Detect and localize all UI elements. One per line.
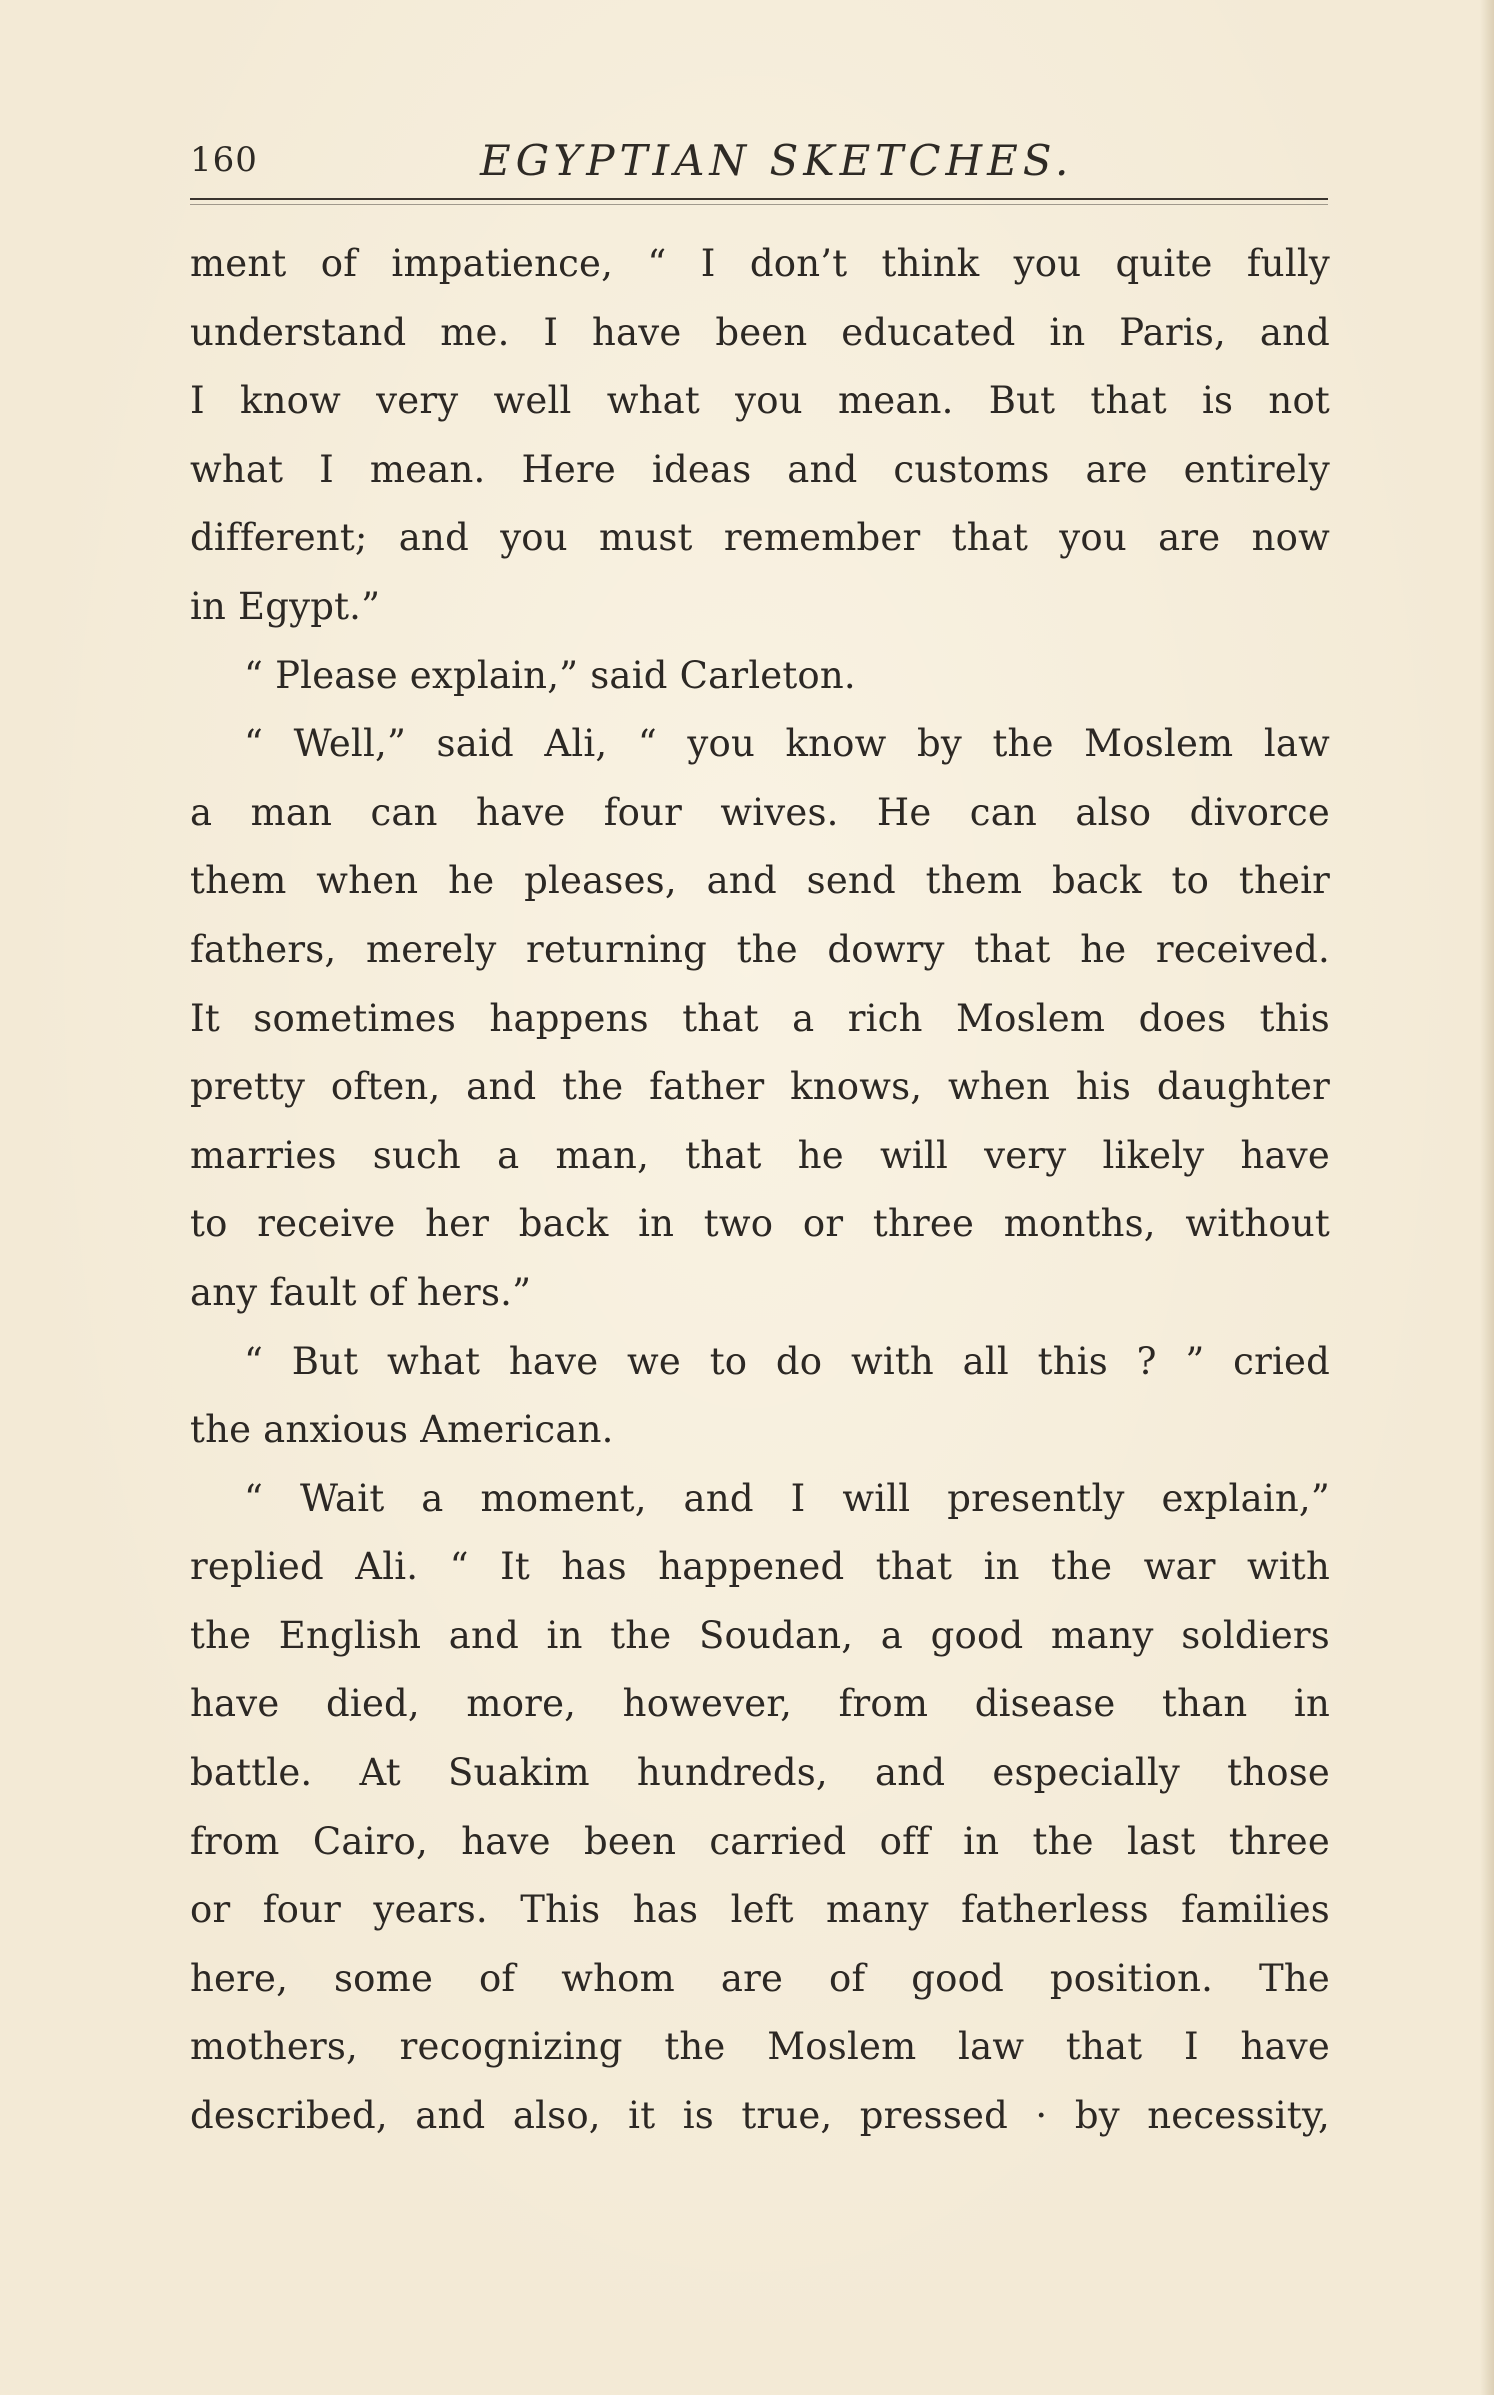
text-line: here, some of whom are of good position. The [190,1956,1330,2000]
header-rule-thin [190,204,1328,205]
page-header [190,136,1330,200]
text-line: It sometimes happens that a rich Moslem does this [190,996,1330,1040]
page-number: 160 [190,140,258,180]
running-head: EGYPTIAN SKETCHES. [480,136,1074,185]
text-line: “ But what have we to do with all this ? ” cried [244,1339,1330,1383]
body-text [190,230,1330,2151]
header-rule [190,198,1328,200]
text-line: replied Ali. “ It has happened that in the war with [190,1545,1330,1589]
text-line: “ Please explain,” said Carleton. [244,653,856,697]
text-line: what I mean. Here ideas and customs are entirely [190,447,1330,491]
text-line: the English and in the Soudan, a good many soldiers [190,1613,1330,1657]
text-line: pretty often, and the father knows, when his daughter [190,1065,1330,1109]
text-line: “ Well,” said Ali, “ you know by the Moslem law [244,722,1330,766]
text-line: a man can have four wives. He can also divorce [190,790,1330,834]
text-line: “ Wait a moment, and I will presently explain,” [244,1476,1330,1520]
text-line: battle. At Suakim hundreds, and especially those [190,1751,1330,1795]
text-line: have died, more, however, from disease than in [190,1682,1330,1726]
text-line: any fault of hers.” [190,1270,532,1314]
text-line: understand me. I have been educated in Paris, and [190,310,1330,354]
text-line: different; and you must remember that you are now [190,516,1330,560]
text-line: them when he pleases, and send them back to their [190,859,1330,903]
text-line: from Cairo, have been carried off in the last three [190,1819,1330,1863]
text-line: to receive her back in two or three months, without [190,1202,1330,1246]
text-line: or four years. This has left many fatherless families [190,1888,1330,1932]
text-line: in Egypt.” [190,584,381,628]
text-line: described, and also, it is true, pressed · by necessity, [190,2094,1330,2138]
text-line: marries such a man, that he will very likely have [190,1133,1330,1177]
text-line: ment of impatience, “ I don’t think you quite fully [190,242,1330,285]
text-line: I know very well what you mean. But that is not [190,379,1330,423]
text-line: fathers, merely returning the dowry that he received. [190,927,1330,971]
page-edge-shadow [1480,0,1494,2395]
text-line: mothers, recognizing the Moslem law that I have [190,2025,1330,2069]
text-line: the anxious American. [190,1408,614,1452]
